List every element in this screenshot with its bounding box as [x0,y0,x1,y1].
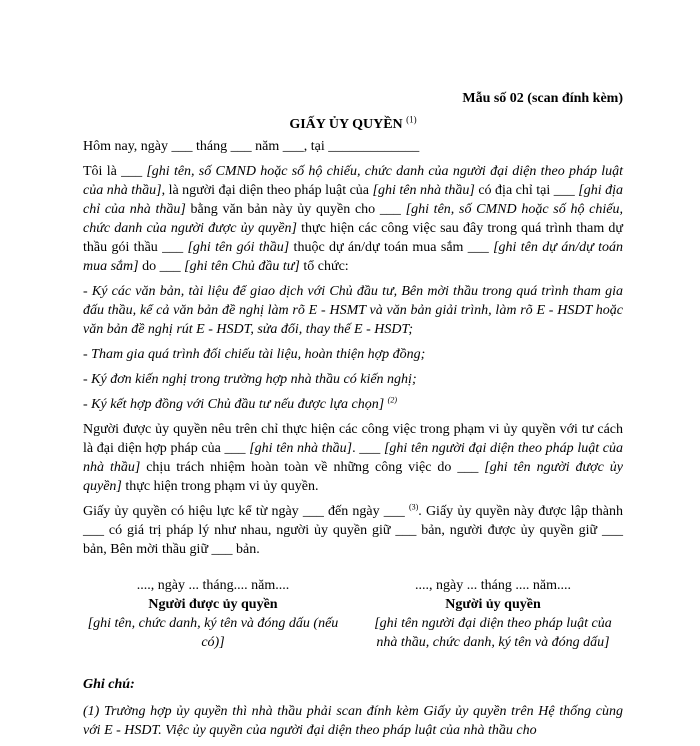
document-body [83,137,623,746]
body-text: , là người đại diện theo pháp luật của [161,183,373,198]
authorized-item: - Ký đơn kiến nghị trong trường hợp nhà thầu có kiến nghị; [83,372,417,387]
signature-instruction: [ghi tên người đại diện theo pháp luật của nhà thầu, chức danh, ký tên và đóng dấu] [374,616,612,650]
item-footnote-ref: (2) [387,395,397,405]
body-text: do ___ [138,259,185,274]
notes-title: Ghi chú: [83,677,135,692]
scope-paragraph [83,420,623,496]
placeholder-text: [ghi tên nhà thầu] [249,441,353,456]
authorized-item: - Ký các văn bản, tài liệu để giao dịch với Chủ đầu tư, Bên mời thầu trong quá trình tham gia đấu thầu, kể cả văn bản đề nghị làm rõ E - HSMT và văn bản giải trình, làm rõ E - HSDT hoặc văn bản đề nghị rút E - HSDT, sửa đổi, thay thế E - HSDT; [83,284,623,337]
signature-instruction: [ghi tên, chức danh, ký tên và đóng dấu (nếu có)] [87,616,339,650]
authorized-item: - Ký kết hợp đồng với Chủ đầu tư nếu được lựa chọn] $^{(2)}$ [83,395,397,412]
note-1: (1) Trường hợp ủy quyền thì nhà thầu phải scan đính kèm Giấy ủy quyền trên Hệ thống cùng với E - HSDT. Việc ủy quyền của người đại diện theo pháp luật của nhà thầu cho [83,704,623,738]
form-number: Mẫu số 02 (scan đính kèm) [462,91,623,106]
placeholder-text: [ghi tên, số CMND hoặc số hộ chiếu, chức danh của người đại diện theo pháp luật của nhà thầu] [83,164,624,198]
placeholder-text: [ghi địa chỉ của nhà thầu] [83,183,623,217]
body-text: Tôi là ___ [83,164,147,179]
body-text: thuộc dự án/dự toán mua sắm ___ [289,240,494,255]
placeholder-text: [ghi tên người đại diện theo pháp luật của nhà thầu] [83,441,624,475]
body-text: Người được ủy quyền nêu trên chỉ thực hiện các công việc trong phạm vi ủy quyền với tư cách là đại diện hợp pháp của ___ [83,422,623,456]
placeholder-text: [ghi tên dự án/dự toán mua sắm] [83,240,623,274]
body-text: thực hiện trong phạm vi ủy quyền. [121,479,319,494]
placeholder-text: [ghi tên gói thầu] [187,240,290,255]
body-text: bằng văn bản này ủy quyền cho ___ [185,202,406,217]
placeholder-text: [ghi tên người được ủy quyền] [83,460,623,494]
authorized-item: - Tham gia quá trình đối chiếu tài liệu, hoàn thiện hợp đồng; [83,347,426,362]
body-text: tổ chức: [299,259,349,274]
signature-date: ...., ngày ... tháng .... năm.... [415,578,571,593]
validity-paragraph: Giấy ủy quyền có hiệu lực kể từ ngày ___ đến ngày ___ $^{(3)}$. Giấy ủy quyền này được lập thành ___ có giá trị pháp lý như nhau, người ủy quyền giữ ___ bản, người được ủy quyền giữ ___ bản, Bên mời thầu giữ ___ bản. [83,502,623,557]
body-text: thực hiện các công việc sau đây trong quá trình tham dự thầu gói thầu ___ [83,221,624,255]
document-title: GIẤY ỦY QUYỀN $^{(1)}$ [289,114,417,132]
body-text: có địa chỉ tại ___ [474,183,579,198]
signature-authorized-person [83,576,343,652]
placeholder-text: [ghi tên, số CMND hoặc số hộ chiếu, chức danh của người được ủy quyền] [83,202,623,236]
signature-role: Người được ủy quyền [148,597,278,612]
signature-date: ...., ngày ... tháng.... năm.... [136,578,290,593]
date-line: Hôm nay, ngày ___ tháng ___ năm ___, tại _____________ [83,139,420,154]
signature-authorizing-person [363,576,623,652]
validity-footnote-ref: (3) [408,502,419,512]
placeholder-text: [ghi tên nhà thầu] [372,183,475,198]
signature-section [83,576,623,652]
signature-role: Người ủy quyền [445,597,541,612]
placeholder-text: [ghi tên Chủ đầu tư] [184,259,300,274]
body-text: . ___ [352,441,384,456]
body-text: chịu trách nhiệm hoàn toàn về những công việc do ___ [140,460,485,475]
intro-paragraph [83,162,623,276]
title-footnote-ref: (1) [406,114,417,125]
